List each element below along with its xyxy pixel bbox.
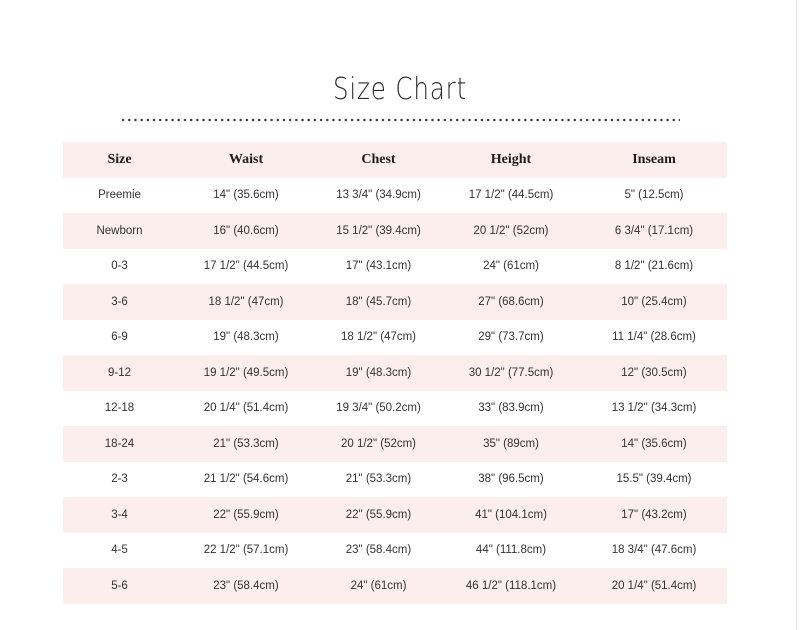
cell-size: 5-6	[111, 579, 128, 592]
table-row	[63, 533, 727, 569]
cell-height: 44" (111.8cm)	[475, 544, 547, 557]
cell-waist: 16" (40.6cm)	[213, 224, 279, 237]
table-row	[63, 320, 727, 356]
table-row	[63, 249, 727, 285]
cell-size: 3-6	[111, 295, 128, 308]
cell-inseam: 17" (43.2cm)	[621, 508, 687, 521]
cell-height: 27" (68.6cm)	[478, 295, 544, 308]
cell-chest: 18 1/2" (47cm)	[340, 331, 417, 344]
cell-size: 18-24	[104, 437, 135, 450]
cell-height: 46 1/2" (118.1cm)	[465, 579, 557, 592]
cell-chest: 24" (61cm)	[350, 579, 407, 592]
cell-chest: 19" (48.3cm)	[345, 366, 412, 379]
table-row	[63, 284, 727, 320]
cell-height: 41" (104.1cm)	[475, 508, 547, 521]
cell-waist: 20 1/4" (51.4cm)	[203, 402, 289, 415]
cell-chest: 13 3/4" (34.9cm)	[336, 189, 421, 202]
cell-height: 33" (83.9cm)	[478, 402, 544, 415]
cell-chest: 22" (55.9cm)	[345, 508, 412, 521]
cell-chest: 23" (58.4cm)	[345, 544, 412, 557]
cell-height: 35" (89cm)	[483, 437, 539, 450]
header-waist: Waist	[228, 151, 264, 167]
cell-inseam: 14" (35.6cm)	[621, 437, 687, 450]
cell-waist: 23" (58.4cm)	[213, 579, 279, 592]
cell-waist: 22 1/2" (57.1cm)	[203, 544, 289, 557]
cell-size: 9-12	[107, 366, 132, 379]
table-row	[63, 178, 727, 214]
cell-waist: 21 1/2" (54.6cm)	[203, 473, 289, 486]
page-title: Size Chart	[332, 72, 468, 107]
cell-height: 29" (73.7cm)	[478, 331, 544, 344]
cell-waist: 19 1/2" (49.5cm)	[203, 366, 289, 379]
cell-size: 2-3	[111, 473, 128, 486]
cell-waist: 19" (48.3cm)	[213, 331, 279, 344]
cell-inseam: 20 1/4" (51.4cm)	[611, 579, 697, 592]
cell-inseam: 18 3/4" (47.6cm)	[611, 544, 697, 557]
cell-inseam: 8 1/2" (21.6cm)	[614, 260, 694, 273]
cell-chest: 18" (45.7cm)	[345, 295, 412, 308]
header-size: Size	[107, 151, 132, 167]
table-row	[63, 213, 727, 249]
cell-waist: 14" (35.6cm)	[213, 189, 279, 202]
cell-size: 0-3	[111, 260, 128, 273]
table-row	[63, 497, 727, 533]
cell-height: 38" (96.5cm)	[478, 473, 544, 486]
cell-inseam: 13 1/2" (34.3cm)	[611, 402, 697, 415]
cell-waist: 21" (53.3cm)	[213, 437, 279, 450]
table-row	[63, 426, 727, 462]
cell-waist: 22" (55.9cm)	[213, 508, 279, 521]
cell-chest: 15 1/2" (39.4cm)	[336, 224, 421, 237]
cell-inseam: 15.5" (39.4cm)	[616, 473, 692, 486]
table-row	[63, 568, 727, 604]
cell-size: 6-9	[111, 331, 128, 344]
cell-size: 4-5	[111, 544, 128, 557]
header-chest: Chest	[361, 151, 396, 167]
cell-waist: 17 1/2" (44.5cm)	[203, 260, 289, 273]
cell-chest: 19 3/4" (50.2cm)	[336, 402, 421, 415]
cell-inseam: 11 1/4" (28.6cm)	[612, 331, 696, 344]
cell-chest: 21" (53.3cm)	[345, 473, 412, 486]
cell-height: 30 1/2" (77.5cm)	[468, 366, 554, 379]
cell-chest: 20 1/2" (52cm)	[340, 437, 417, 450]
cell-inseam: 5" (12.5cm)	[624, 189, 684, 202]
dotted-divider	[120, 118, 680, 122]
size-table	[63, 142, 727, 604]
table-header-row	[63, 142, 727, 178]
cell-size: 3-4	[111, 508, 128, 521]
cell-waist: 18 1/2" (47cm)	[208, 295, 284, 308]
header-height: Height	[490, 151, 532, 167]
cell-size: 12-18	[104, 402, 135, 415]
cell-height: 17 1/2" (44.5cm)	[468, 189, 554, 202]
page-edge-divider	[796, 0, 797, 630]
cell-inseam: 6 3/4" (17.1cm)	[614, 224, 694, 237]
cell-height: 24" (61cm)	[483, 260, 539, 273]
cell-inseam: 10" (25.4cm)	[621, 295, 687, 308]
table-row	[63, 462, 727, 498]
cell-height: 20 1/2" (52cm)	[473, 224, 549, 237]
cell-size: Newborn	[96, 224, 143, 237]
table-row	[63, 355, 727, 391]
cell-chest: 17" (43.1cm)	[345, 260, 412, 273]
table-row	[63, 391, 727, 427]
header-inseam: Inseam	[632, 151, 676, 167]
cell-inseam: 12" (30.5cm)	[621, 366, 687, 379]
cell-size: Preemie	[98, 189, 141, 202]
